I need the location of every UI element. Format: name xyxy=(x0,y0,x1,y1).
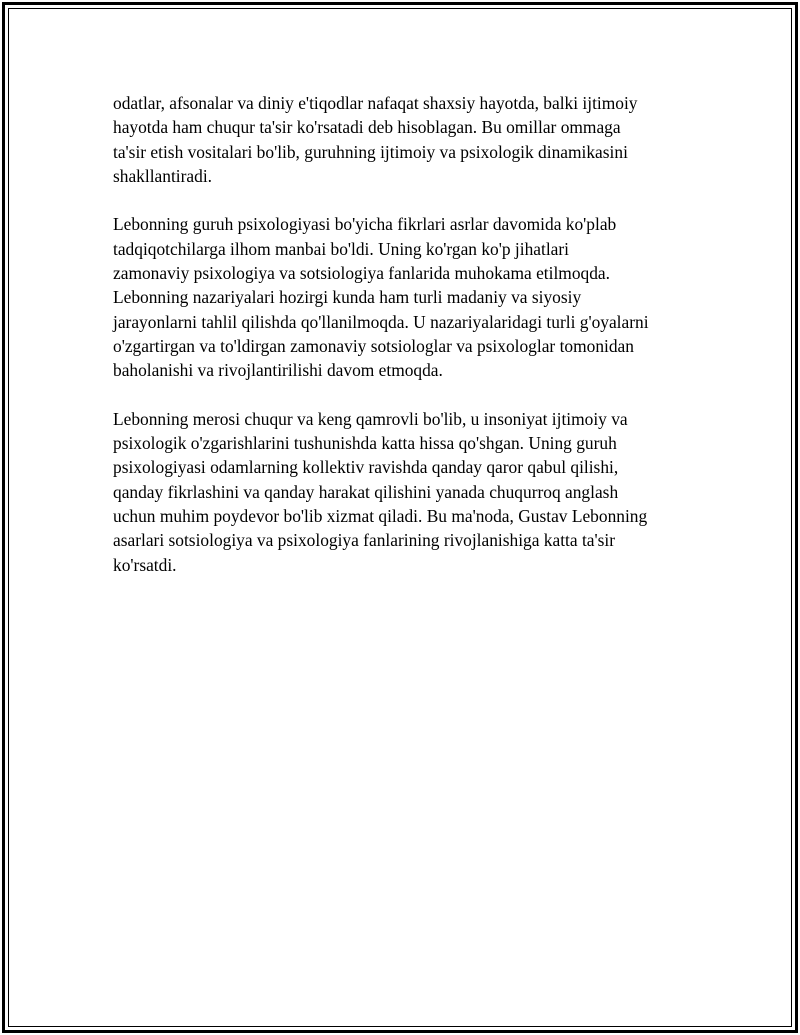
text-line: asarlari sotsiologiya va psixologiya fanlarining rivojlanishiga katta ta'sir xyxy=(113,530,616,551)
paragraph-1 xyxy=(113,91,703,188)
text-line: odatlar, afsonalar va diniy e'tiqodlar nafaqat shaxsiy hayotda, balki ijtimoiy xyxy=(113,93,638,113)
text-line: baholanishi va rivojlantirilishi davom etmoqda. xyxy=(113,360,443,381)
text-line: o'zgartirgan va to'ldirgan zamonaviy sotsiologlar va psixologlar tomonidan xyxy=(113,335,634,356)
text-line: Lebonning guruh psixologiyasi bo'yicha fikrlari asrlar davomida ko'plab xyxy=(113,214,617,235)
paragraph-2 xyxy=(113,212,703,382)
text-line: ta'sir etish vositalari bo'lib, guruhning ijtimoiy va psixologik dinamikasini xyxy=(113,141,628,162)
text-line: shakllantiradi. xyxy=(113,165,213,186)
text-line: ko'rsatdi. xyxy=(113,554,177,575)
text-line: jarayonlarni tahlil qilishda qo'llanilmoqda. U nazariyalaridagi turli g'oyalarni xyxy=(113,311,649,332)
paragraph-3 xyxy=(113,407,703,577)
text-line: Lebonning merosi chuqur va keng qamrovli bo'lib, u insoniyat ijtimoiy va xyxy=(113,408,628,429)
text-line: Lebonning nazariyalari hozirgi kunda ham turli madaniy va siyosiy xyxy=(113,287,582,308)
text-line: hayotda ham chuqur ta'sir ko'rsatadi deb hisoblagan. Bu omillar ommaga xyxy=(113,117,621,138)
text-line: psixologiyasi odamlarning kollektiv ravishda qanday qaror qabul qilishi, xyxy=(113,457,619,478)
text-line: psixologik o'zgarishlarini tushunishda katta hissa qo'shgan. Uning guruh xyxy=(113,433,617,454)
text-line: tadqiqotchilarga ilhom manbai bo'ldi. Uning ko'rgan ko'p jihatlari xyxy=(113,238,570,259)
text-line: zamonaviy psixologiya va sotsiologiya fanlarida muhokama etilmoqda. xyxy=(113,263,610,284)
text-line: uchun muhim poydevor bo'lib xizmat qiladi. Bu ma'noda, Gustav Lebonning xyxy=(113,506,648,527)
text-line: qanday fikrlashini va qanday harakat qilishini yanada chuqurroq anglash xyxy=(113,481,619,502)
document-body xyxy=(113,91,703,601)
